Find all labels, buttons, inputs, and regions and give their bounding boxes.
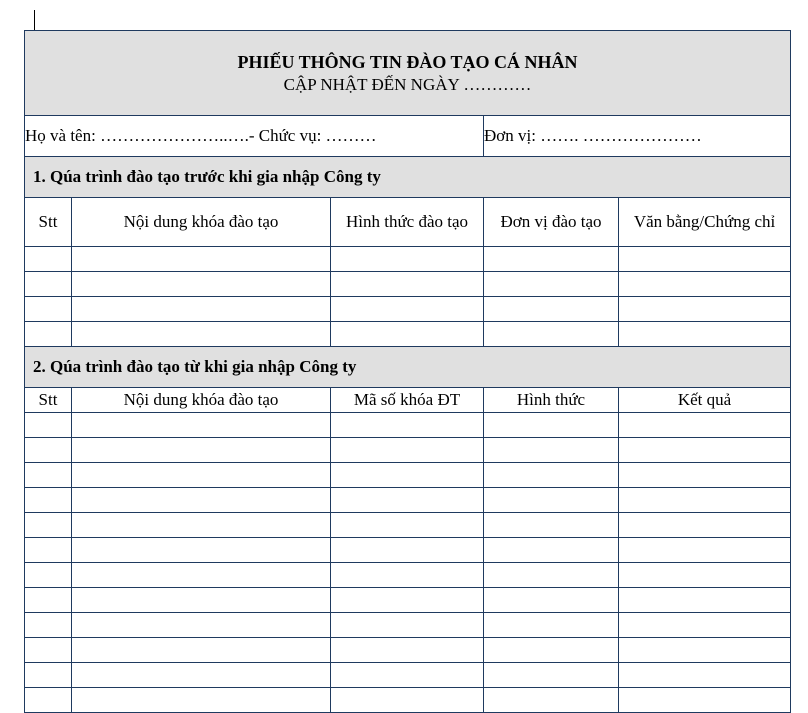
table-cell[interactable] — [331, 638, 484, 663]
training-form-table — [24, 30, 791, 713]
table-cell[interactable] — [25, 563, 72, 588]
column-header: Mã số khóa ĐT — [331, 388, 484, 413]
table-cell[interactable] — [331, 438, 484, 463]
unit-field[interactable]: Đơn vị: ……. ………………… — [484, 116, 791, 157]
table-cell[interactable] — [619, 297, 791, 322]
table-cell[interactable] — [619, 247, 791, 272]
table-cell[interactable] — [72, 247, 331, 272]
table-cell[interactable] — [484, 438, 619, 463]
section1-heading: 1. Qúa trình đào tạo trước khi gia nhập Công ty — [25, 157, 791, 198]
table-cell[interactable] — [25, 688, 72, 713]
table-cell[interactable] — [331, 563, 484, 588]
table-cell[interactable] — [619, 663, 791, 688]
table-cell[interactable] — [331, 272, 484, 297]
table-cell[interactable] — [484, 638, 619, 663]
form-subtitle: CẬP NHẬT ĐẾN NGÀY ………… — [283, 75, 532, 94]
name-position-field[interactable]: Họ và tên: …………………..….- Chức vụ: ……… — [25, 116, 484, 157]
table-row — [25, 688, 791, 713]
table-cell[interactable] — [25, 588, 72, 613]
table-cell[interactable] — [619, 272, 791, 297]
table-cell[interactable] — [484, 613, 619, 638]
table-cell[interactable] — [25, 638, 72, 663]
table-cell[interactable] — [25, 247, 72, 272]
table-cell[interactable] — [331, 322, 484, 347]
table-cell[interactable] — [331, 413, 484, 438]
table-cell[interactable] — [331, 513, 484, 538]
table-cell[interactable] — [484, 688, 619, 713]
table-cell[interactable] — [484, 563, 619, 588]
table-cell[interactable] — [331, 297, 484, 322]
table-cell[interactable] — [331, 488, 484, 513]
table-row — [25, 613, 791, 638]
column-header: Hình thức — [484, 388, 619, 413]
section2-heading: 2. Qúa trình đào tạo từ khi gia nhập Công ty — [25, 347, 791, 388]
table-cell[interactable] — [25, 463, 72, 488]
table-cell[interactable] — [72, 538, 331, 563]
table-cell[interactable] — [25, 413, 72, 438]
table-cell[interactable] — [484, 488, 619, 513]
table-row — [25, 588, 791, 613]
table-cell[interactable] — [25, 663, 72, 688]
section2-column-headers — [25, 388, 791, 413]
table-cell[interactable] — [72, 488, 331, 513]
table-cell[interactable] — [72, 463, 331, 488]
table-cell[interactable] — [72, 297, 331, 322]
table-row — [25, 297, 791, 322]
table-cell[interactable] — [72, 272, 331, 297]
table-cell[interactable] — [72, 563, 331, 588]
table-row — [25, 272, 791, 297]
table-row — [25, 413, 791, 438]
table-cell[interactable] — [484, 463, 619, 488]
table-cell[interactable] — [484, 588, 619, 613]
table-cell[interactable] — [331, 613, 484, 638]
column-header: Văn bằng/Chứng chỉ — [619, 198, 791, 247]
table-cell[interactable] — [331, 688, 484, 713]
column-header: Stt — [25, 198, 72, 247]
table-row — [25, 538, 791, 563]
form-title: PHIẾU THÔNG TIN ĐÀO TẠO CÁ NHÂN — [237, 52, 578, 72]
table-cell[interactable] — [484, 413, 619, 438]
table-cell[interactable] — [619, 413, 791, 438]
table-cell[interactable] — [25, 297, 72, 322]
table-cell[interactable] — [619, 588, 791, 613]
column-header: Đơn vị đào tạo — [484, 198, 619, 247]
table-cell[interactable] — [619, 538, 791, 563]
form-header — [25, 31, 791, 116]
table-cell[interactable] — [619, 463, 791, 488]
table-cell[interactable] — [25, 513, 72, 538]
table-cell[interactable] — [331, 463, 484, 488]
table-cell[interactable] — [619, 322, 791, 347]
table-cell[interactable] — [72, 613, 331, 638]
table-cell[interactable] — [619, 638, 791, 663]
table-cell[interactable] — [331, 588, 484, 613]
table-cell[interactable] — [72, 322, 331, 347]
table-cell[interactable] — [484, 272, 619, 297]
column-header: Nội dung khóa đào tạo — [72, 388, 331, 413]
table-cell[interactable] — [72, 638, 331, 663]
table-cell[interactable] — [484, 322, 619, 347]
table-cell[interactable] — [25, 438, 72, 463]
table-cell[interactable] — [25, 322, 72, 347]
table-cell[interactable] — [72, 413, 331, 438]
table-row — [25, 563, 791, 588]
table-cell[interactable] — [72, 588, 331, 613]
table-cell[interactable] — [25, 488, 72, 513]
table-row — [25, 247, 791, 272]
table-cell[interactable] — [331, 247, 484, 272]
column-header: Stt — [25, 388, 72, 413]
table-cell[interactable] — [619, 513, 791, 538]
table-cell[interactable] — [484, 247, 619, 272]
table-cell[interactable] — [331, 663, 484, 688]
section1-column-headers — [25, 198, 791, 247]
table-cell[interactable] — [484, 513, 619, 538]
column-header: Kết quả — [619, 388, 791, 413]
table-cell[interactable] — [331, 538, 484, 563]
column-header: Nội dung khóa đào tạo — [72, 198, 331, 247]
table-cell[interactable] — [619, 688, 791, 713]
table-cell[interactable] — [72, 513, 331, 538]
table-row — [25, 663, 791, 688]
table-cell[interactable] — [619, 438, 791, 463]
table-row — [25, 488, 791, 513]
table-cell[interactable] — [484, 538, 619, 563]
table-cell[interactable] — [619, 613, 791, 638]
column-header: Hình thức đào tạo — [331, 198, 484, 247]
table-cell[interactable] — [619, 563, 791, 588]
table-cell[interactable] — [25, 613, 72, 638]
table-cell[interactable] — [72, 438, 331, 463]
table-cell[interactable] — [484, 297, 619, 322]
table-cell[interactable] — [484, 663, 619, 688]
table-row — [25, 463, 791, 488]
table-row — [25, 438, 791, 463]
table-row — [25, 638, 791, 663]
table-row — [25, 513, 791, 538]
table-cell[interactable] — [25, 272, 72, 297]
table-row — [25, 322, 791, 347]
table-cell[interactable] — [72, 663, 331, 688]
text-cursor — [34, 10, 35, 30]
table-cell[interactable] — [25, 538, 72, 563]
table-cell[interactable] — [72, 688, 331, 713]
table-cell[interactable] — [619, 488, 791, 513]
